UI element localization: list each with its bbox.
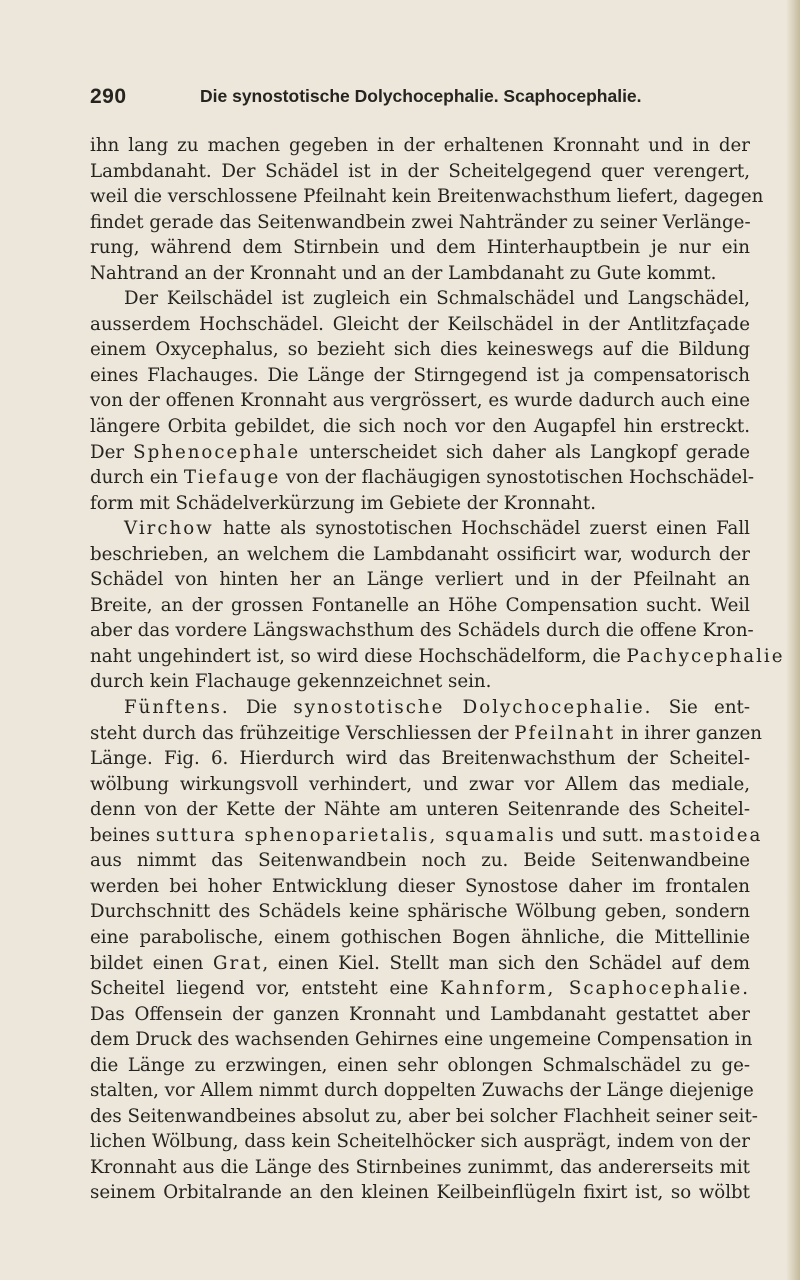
text-line [90,184,764,210]
text-segment: hatte als synostotischen Hochschädel zuerst einen Fall [213,518,750,540]
text-line [90,210,750,236]
text-segment: Lambdanaht. Der Schädel ist in der Scheitelgegend quer verengert, [90,160,750,182]
body-text [90,133,785,1206]
page-edge-shadow [786,0,800,1280]
text-segment: Sie ent- [652,697,750,719]
text-line [90,235,750,261]
text-line [90,797,750,823]
text-segment: wölbung wirkungsvoll verhindert, und zwar vor Allem das mediale, [90,773,750,795]
text-segment: Das Offensein der ganzen Kronnaht und Lambdanaht gestattet aber [90,1003,750,1025]
spaced-term: Kahnform, Scaphocephalie. [440,978,750,1000]
text-segment: ausserdem Hochschädel. Gleicht der Keilschädel in der Antlitzfaçade [90,313,750,335]
text-line [90,1002,750,1028]
text-line [90,1155,750,1181]
text-segment: Der [90,441,134,463]
text-segment: lichen Wölbung, dass kein Scheitelhöcker sich ausprägt, indem von der [90,1131,750,1153]
text-segment: durch kein Flachauge gekennzeichnet sein. [90,671,492,693]
spaced-term: synostotische Dolychocephalie. [293,697,653,719]
text-line [90,440,750,466]
spaced-term: Pfeilnaht [514,722,616,744]
text-segment: Schädel von hinten her an Länge verliert und in der Pfeilnaht an [90,569,750,591]
text-segment: Länge. Fig. 6. Hierdurch wird das Breitenwachsthum der Scheitel- [90,748,750,770]
text-line [90,1104,758,1130]
text-line [90,414,750,440]
text-segment: ihn lang zu machen gegeben in der erhaltenen Kronnaht und in der [90,135,750,156]
text-segment: , einen Kiel. Stellt man sich den Schädel auf dem [262,952,750,974]
text-segment: Die [229,697,294,719]
text-segment: seinem Orbitalrande an den kleinen Keilbeinflügeln fixirt ist, so wölbt [90,1182,750,1204]
text-segment: werden bei hoher Entwicklung dieser Synostose daher im frontalen [90,875,750,897]
text-line [90,516,750,542]
text-segment: bildet einen [90,952,213,974]
text-line [90,669,750,695]
text-segment: Der Keilschädel ist zugleich ein Schmalschädel und Langschädel, [124,288,750,310]
text-segment: beines [90,824,156,846]
text-segment: Scheitel liegend vor, entsteht eine [90,978,440,1000]
text-line [90,286,750,312]
text-segment: dem Druck des wachsenden Gehirnes eine ungemeine Compensation in [90,1029,753,1051]
running-head: Die synostotische Dolychocephalie. Scaphocephalie. [200,86,642,106]
text-segment: einem Oxycephalus, so bezieht sich dies keineswegs auf die Bildung [90,339,750,361]
text-line [90,721,763,747]
text-line [90,491,750,517]
text-line [90,925,750,951]
text-segment: eines Flachauges. Die Länge der Stirngegend ist ja compensatorisch [90,364,750,386]
text-line [90,261,750,287]
text-line [90,899,750,925]
text-line [90,159,750,185]
text-line [90,465,755,491]
text-segment: stalten, vor Allem nimmt durch doppelten Zuwachs der Länge diejenige [90,1080,754,1102]
text-line [90,363,750,389]
text-segment: naht ungehindert ist, so wird diese Hochschädelform, die [90,645,627,667]
text-segment: beschrieben, an welchem die Lambdanaht ossificirt war, wodurch der [90,543,750,565]
text-line [90,133,750,159]
text-line [90,644,785,670]
text-line [90,951,750,977]
spaced-term: Pachycephalie [626,645,785,667]
text-line [90,1078,754,1104]
text-segment: Kronnaht aus die Länge des Stirnbeines zunimmt, das andererseits mit [90,1156,750,1178]
text-segment: form mit Schädelverkürzung im Gebiete der Kronnaht. [90,492,596,514]
text-line [90,1053,750,1079]
text-line [90,848,750,874]
spaced-term: Grat [212,952,263,974]
text-segment: eine parabolische, einem gothischen Bogen ähnliche, die Mittellinie [90,926,750,948]
text-segment: in ihrer ganzen [615,722,763,744]
text-segment: aber das vordere Längswachsthum des Schädels durch die offene Kron- [90,620,754,642]
text-line [90,772,750,798]
text-segment: Breite, an der grossen Fontanelle an Höhe Compensation sucht. Weil [90,594,750,616]
text-segment: steht durch das frühzeitige Verschliessen der [90,722,515,744]
text-segment: Nahtrand an der Kronnaht und an der Lambdanaht zu Gute kommt. [90,262,717,284]
page-header [90,83,750,113]
text-segment: Durchschnitt des Schädels keine sphärische Wölbung geben, sondern [90,901,750,923]
spaced-term: suttura sphenoparietalis, squamalis [155,824,556,846]
text-segment: durch ein [90,467,184,489]
text-line [90,1180,750,1206]
text-segment: von der flachäugigen synostotischen Hochschädel- [280,467,755,489]
text-segment: die Länge zu erzwingen, einen sehr oblongen Schmalschädel zu ge- [90,1054,750,1076]
text-line [90,823,763,849]
text-line [90,312,750,338]
text-segment: denn von der Kette der Nähte am unteren Seitenrande des Scheitel- [90,799,750,821]
text-line [90,874,750,900]
text-line [90,1027,753,1053]
text-segment: von der offenen Kronnaht aus vergrössert, es wurde dadurch auch eine [90,390,750,412]
spaced-term: Fünftens. [124,697,230,719]
page-number: 290 [90,85,127,108]
text-line [90,976,750,1002]
text-segment: unterscheidet sich daher als Langkopf gerade [300,441,750,463]
spaced-term: Virchow [124,518,214,540]
spaced-term: Tiefauge [183,467,281,489]
text-segment: weil die verschlossene Pfeilnaht kein Breitenwachsthum liefert, dagegen [90,186,764,208]
text-line [90,695,750,721]
spaced-term: Sphenocephale [133,441,301,463]
text-segment: findet gerade das Seitenwandbein zwei Nahtränder zu seiner Verlänge- [90,211,751,233]
text-line [90,388,750,414]
text-line [90,567,750,593]
text-line [90,746,750,772]
text-line [90,593,750,619]
text-line [90,618,754,644]
text-segment: und sutt. [555,824,650,846]
text-line [90,337,750,363]
text-segment: längere Orbita gebildet, die sich noch vor den Augapfel hin erstreckt. [90,416,750,438]
text-line [90,1129,750,1155]
text-segment: des Seitenwandbeines absolut zu, aber bei solcher Flachheit seiner seit- [90,1105,758,1127]
text-line [90,542,750,568]
spaced-term: mastoidea [649,824,763,846]
text-segment: aus nimmt das Seitenwandbein noch zu. Beide Seitenwandbeine [90,850,750,872]
text-segment: rung, während dem Stirnbein und dem Hinterhauptbein je nur ein [90,237,750,259]
